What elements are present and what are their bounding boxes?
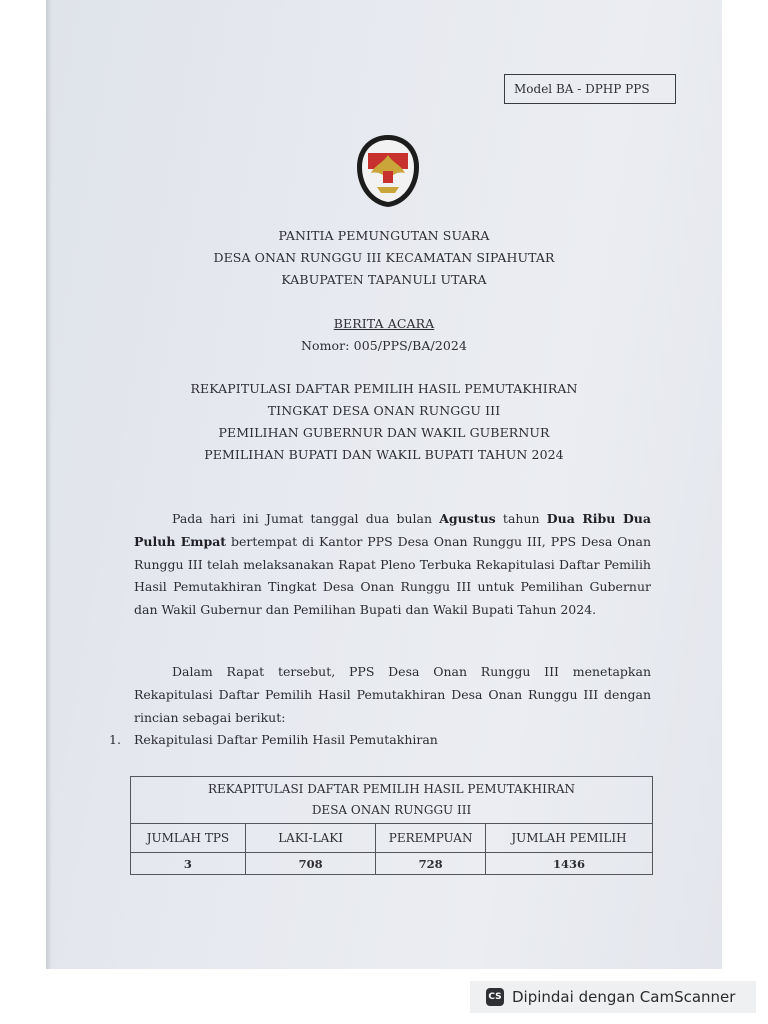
document-title: BERITA ACARA <box>333 316 435 331</box>
table-title-line-1: REKAPITULASI DAFTAR PEMILIH HASIL PEMUTAKHIRAN <box>207 782 576 796</box>
opening-paragraph <box>134 508 651 622</box>
meeting-paragraph: Dalam Rapat tersebut, PPS Desa Onan Runggu III menetapkan Rekapitulasi Daftar Pemilih Hasil Pemutakhiran Desa Onan Runggu III dengan rincian sebagai berikut: <box>134 664 651 725</box>
subject-line-1: REKAPITULASI DAFTAR PEMILIH HASIL PEMUTAKHIRAN <box>190 381 578 396</box>
subject-line-3: PEMILIHAN GUBERNUR DAN WAKIL GUBERNUR <box>218 425 550 440</box>
header-line-3: KABUPATEN TAPANULI UTARA <box>281 272 487 287</box>
paragraph-text: Pada hari ini Jumat tanggal dua bulan <box>172 511 440 526</box>
header-line-2: DESA ONAN RUNGGU III KECAMATAN SIPAHUTAR <box>213 250 555 265</box>
list-item-text: Rekapitulasi Daftar Pemilih Hasil Pemutakhiran <box>134 732 438 747</box>
kpu-emblem-icon <box>353 133 423 209</box>
paragraph-text: tahun <box>495 511 547 526</box>
header-perempuan: PEREMPUAN <box>376 824 486 853</box>
value-jumlah-tps: 3 <box>131 853 246 875</box>
table-title-line-2: DESA ONAN RUNGGU III <box>311 803 472 817</box>
table-row <box>131 853 653 875</box>
document-page <box>46 0 722 969</box>
table-header-row <box>131 824 653 853</box>
value-jumlah-pemilih: 1436 <box>485 853 652 875</box>
camscanner-icon: CS <box>486 988 504 1006</box>
subject-line-2: TINGKAT DESA ONAN RUNGGU III <box>267 403 501 418</box>
camscanner-text: Dipindai dengan CamScanner <box>512 988 736 1006</box>
header-laki-laki: LAKI-LAKI <box>245 824 376 853</box>
value-laki-laki: 708 <box>245 853 376 875</box>
table-title <box>131 777 653 824</box>
subject-line-4: PEMILIHAN BUPATI DAN WAKIL BUPATI TAHUN 2024 <box>204 447 564 462</box>
model-label-box: Model BA - DPHP PPS <box>504 74 676 104</box>
paragraph-text: bertempat di Kantor PPS Desa Onan Runggu III, PPS Desa Onan Runggu III telah melaksanakan Rapat Pleno Terbuka Rekapitulasi Daftar Pemilih Hasil Pemutakhiran Tingkat Desa Onan Runggu III untuk Pemilihan Gubernur dan Wakil Gubernur dan Pemilihan Bupati dan Wakil Bupati Tahun 2024. <box>134 533 652 618</box>
recap-table <box>130 776 653 875</box>
list-number: 1. <box>109 732 121 747</box>
month-bold: Agustus <box>439 511 496 526</box>
page-shadow-edge <box>46 0 52 969</box>
header-line-1: PANITIA PEMUNGUTAN SUARA <box>278 228 490 243</box>
header-jumlah-tps: JUMLAH TPS <box>131 824 246 853</box>
value-perempuan: 728 <box>376 853 486 875</box>
document-number: Nomor: 005/PPS/BA/2024 <box>300 338 468 353</box>
camscanner-watermark <box>470 981 756 1013</box>
header-jumlah-pemilih: JUMLAH PEMILIH <box>485 824 652 853</box>
year-bold: Dua Ribu Dua Puluh Empat <box>134 511 651 549</box>
